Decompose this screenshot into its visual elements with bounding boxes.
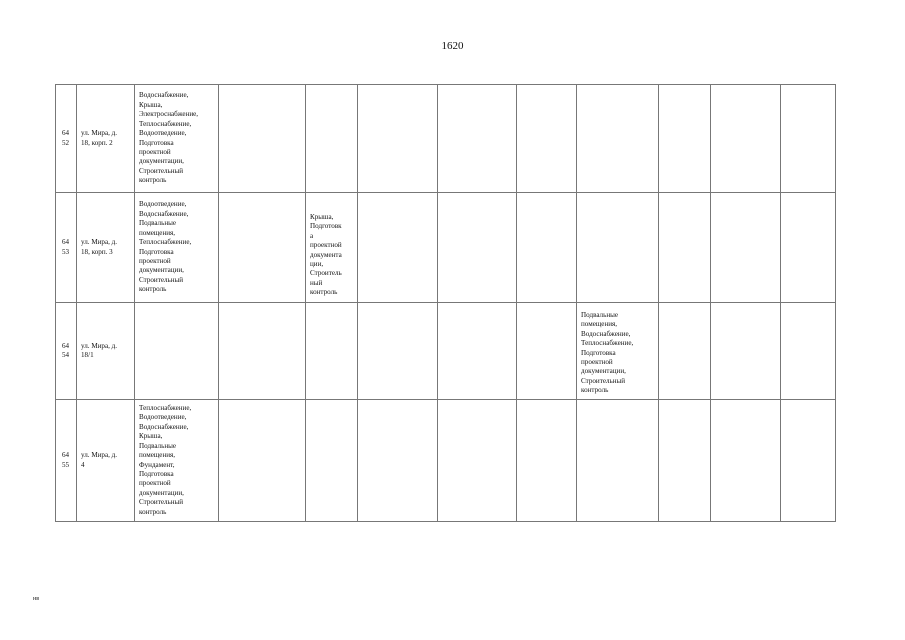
work-item: проектной xyxy=(581,358,613,367)
work-cell xyxy=(219,400,306,522)
work-item: документации, xyxy=(139,488,184,497)
address-cell xyxy=(77,193,135,303)
work-item: Водоотведение, xyxy=(139,413,187,422)
work-item: Подготовк xyxy=(310,222,342,231)
work-cell xyxy=(517,400,577,522)
work-cell xyxy=(711,193,781,303)
work-item: помещения, xyxy=(139,228,176,237)
work-cell xyxy=(358,400,438,522)
work-cell xyxy=(358,193,438,303)
row-number-part: 64 xyxy=(62,341,70,350)
work-cell xyxy=(306,193,358,303)
work-item: помещения, xyxy=(581,320,618,329)
work-item: проектной xyxy=(310,241,342,250)
address-line: ул. Мира, д. xyxy=(81,451,118,460)
work-item: Подготовка xyxy=(139,138,174,147)
work-item: Водоснабжение, xyxy=(139,209,189,218)
work-cell xyxy=(358,85,438,193)
work-item: Подготовка xyxy=(581,348,616,357)
table-row xyxy=(56,400,836,522)
row-number-part: 55 xyxy=(62,460,70,469)
work-cell xyxy=(577,303,659,400)
work-item: контроль xyxy=(139,507,167,516)
work-item: Теплоснабжение, xyxy=(139,404,192,413)
row-number-part: 52 xyxy=(62,138,70,147)
work-cell xyxy=(135,193,219,303)
table-row xyxy=(56,303,836,400)
row-number-part: 64 xyxy=(62,451,70,460)
work-cell xyxy=(438,193,517,303)
work-item: контроль xyxy=(139,285,167,294)
work-cell xyxy=(781,303,836,400)
works-table xyxy=(55,84,836,522)
work-cell xyxy=(711,400,781,522)
work-cell xyxy=(438,400,517,522)
work-cell xyxy=(659,400,711,522)
work-item: проектной xyxy=(139,479,171,488)
work-item: Подвальные xyxy=(581,311,619,319)
work-item: Строительный xyxy=(581,376,626,385)
work-cell xyxy=(438,85,517,193)
work-cell xyxy=(781,85,836,193)
work-cell xyxy=(577,193,659,303)
work-item: документации, xyxy=(139,157,184,166)
work-item: проектной xyxy=(139,147,171,156)
work-item: Подвальные xyxy=(139,219,177,228)
work-cell xyxy=(306,303,358,400)
work-cell xyxy=(577,400,659,522)
work-item: Крыша, xyxy=(139,432,163,441)
work-cell xyxy=(517,85,577,193)
address-cell xyxy=(77,303,135,400)
address-line: 4 xyxy=(81,460,85,469)
work-item: проектной xyxy=(139,256,171,265)
work-item: Строительный xyxy=(139,498,184,507)
work-cell xyxy=(517,303,577,400)
row-number-part: 64 xyxy=(62,129,70,138)
work-item: ции, xyxy=(310,260,324,269)
address-line: ул. Мира, д. xyxy=(81,238,118,247)
work-item: помещения, xyxy=(139,451,176,460)
address-cell xyxy=(77,85,135,193)
work-cell xyxy=(711,303,781,400)
work-item: Фундамент, xyxy=(139,460,175,469)
work-cell xyxy=(659,303,711,400)
work-item: Водоснабжение, xyxy=(139,422,189,431)
footer-mark: нв xyxy=(33,596,40,602)
work-item: контроль xyxy=(581,386,609,395)
work-item: Крыша, xyxy=(139,100,163,109)
work-item: Строительный xyxy=(139,166,184,175)
work-cell xyxy=(781,400,836,522)
page-number: 1620 xyxy=(441,40,464,52)
work-item: Теплоснабжение, xyxy=(139,238,192,247)
work-cell xyxy=(781,193,836,303)
work-item: Теплоснабжение, xyxy=(581,339,634,348)
work-cell xyxy=(135,303,219,400)
address-line: ул. Мира, д. xyxy=(81,129,118,138)
work-cell xyxy=(219,303,306,400)
work-cell xyxy=(438,303,517,400)
work-cell xyxy=(306,400,358,522)
work-item: Водоснабжение, xyxy=(581,329,631,338)
row-number-cell xyxy=(56,85,77,193)
work-item: Крыша, xyxy=(310,213,334,221)
work-item: документа xyxy=(310,250,342,259)
table-row xyxy=(56,193,836,303)
row-number-cell xyxy=(56,400,77,522)
work-cell xyxy=(711,85,781,193)
work-cell xyxy=(306,85,358,193)
work-item: Подготовка xyxy=(139,469,174,478)
work-cell xyxy=(659,85,711,193)
work-item: Строительный xyxy=(139,275,184,284)
work-item: Электроснабжение, xyxy=(139,110,199,119)
address-cell xyxy=(77,400,135,522)
address-line: 18, корп. 2 xyxy=(81,138,113,147)
work-item: ный xyxy=(310,278,323,287)
work-item: документации, xyxy=(139,266,184,275)
work-item: документации, xyxy=(581,367,626,376)
address-line: 18, корп. 3 xyxy=(81,247,113,256)
work-cell xyxy=(135,400,219,522)
work-item: Водоотведение, xyxy=(139,129,187,138)
work-cell xyxy=(517,193,577,303)
work-item: Водоснабжение, xyxy=(139,91,189,100)
work-cell xyxy=(577,85,659,193)
work-item: Водоотведение, xyxy=(139,200,187,209)
work-item: Подготовка xyxy=(139,247,174,256)
work-item: контроль xyxy=(310,288,338,297)
address-line: 18/1 xyxy=(81,351,94,359)
row-number-part: 53 xyxy=(62,247,70,256)
work-item: контроль xyxy=(139,176,167,185)
address-line: ул. Мира, д. xyxy=(81,341,118,350)
work-item: Теплоснабжение, xyxy=(139,119,192,128)
work-cell xyxy=(219,85,306,193)
work-item: Подвальные xyxy=(139,441,177,450)
work-cell xyxy=(219,193,306,303)
row-number-cell xyxy=(56,193,77,303)
row-number-cell xyxy=(56,303,77,400)
table-row xyxy=(56,85,836,193)
row-number-part: 54 xyxy=(62,351,70,359)
work-cell xyxy=(358,303,438,400)
work-cell xyxy=(135,85,219,193)
work-item: а xyxy=(310,231,314,240)
work-item: Строитель xyxy=(310,269,342,278)
row-number-part: 64 xyxy=(62,238,70,247)
work-cell xyxy=(659,193,711,303)
